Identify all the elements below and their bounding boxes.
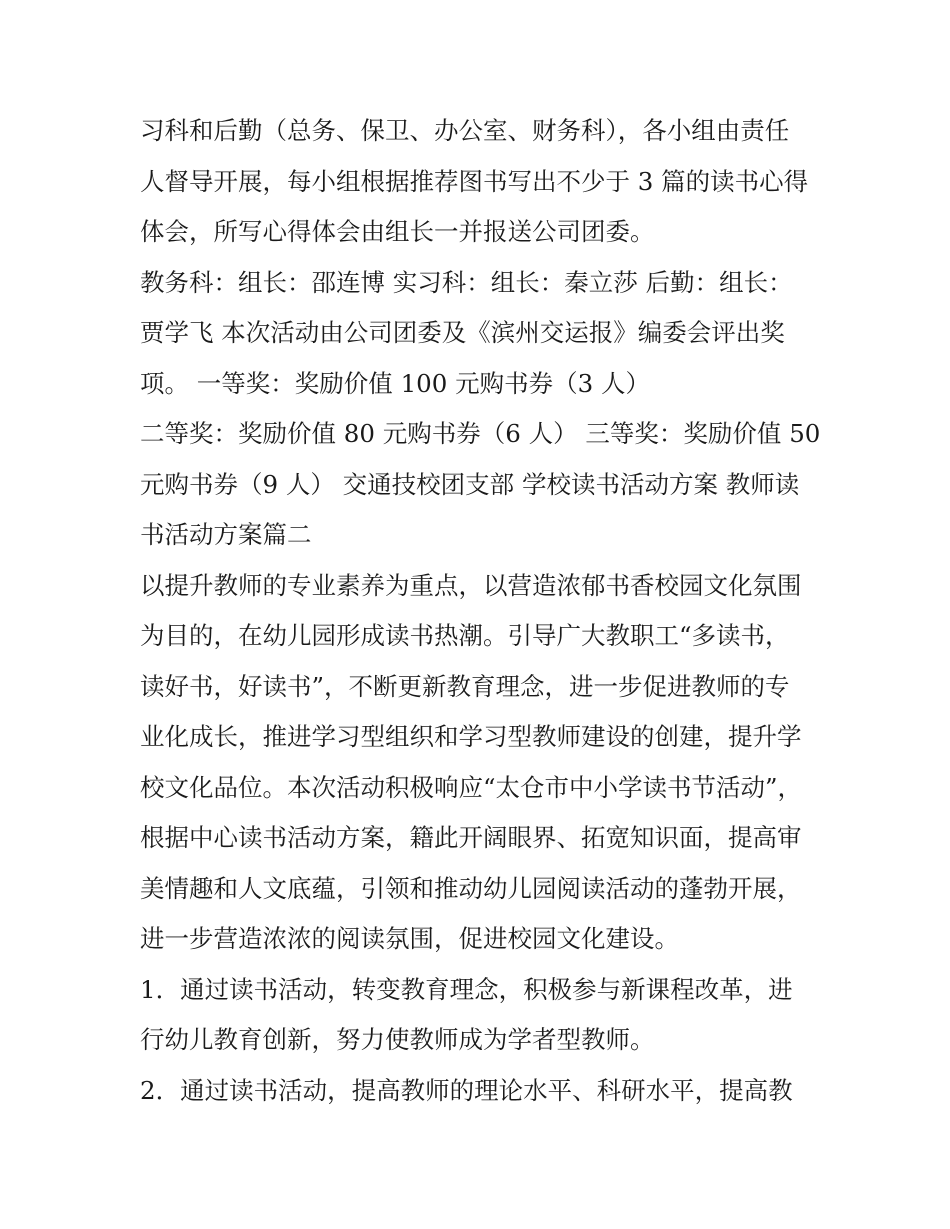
text-line: 1．通过读书活动，转变教育理念，积极参与新课程改革，进 [140, 974, 793, 1004]
text-line: 行幼儿教育创新，努力使教师成为学者型教师。 [140, 1025, 655, 1054]
text-line: 人督导开展，每小组根据推荐图书写出不少于 3 篇的读书心得 [140, 166, 809, 196]
text-line: 进一步营造浓浓的阅读氛围，促进校园文化建设。 [140, 924, 679, 953]
document-body [140, 106, 820, 1116]
text-line: 业化成长，推进学习型组织和学习型教师建设的创建，提升学 [140, 722, 802, 751]
text-line: 二等奖：奖励价值 80 元购书券（6 人） 三等奖：奖励价值 50 [140, 419, 821, 448]
text-line: 元购书券（9 人） 交通技校团支部 学校读书活动方案 教师读 [140, 469, 800, 499]
text-line: 体会，所写心得体会由组长一并报送公司团委。 [140, 217, 655, 246]
text-line: 教务科：组长：邵连博 实习科：组长：秦立莎 后勤：组长： [140, 267, 793, 297]
list-item-1 [140, 965, 820, 1066]
text-line: 2．通过读书活动，提高教师的理论水平、科研水平，提高教 [140, 1075, 793, 1105]
paragraph-awards [140, 409, 820, 561]
text-line: 习科和后勤（总务、保卫、办公室、财务科），各小组由责任 [140, 116, 790, 145]
text-line: 为目的，在幼儿园形成读书热潮。引导广大教职工“多读书， [140, 621, 790, 650]
paragraph-reading-groups [140, 106, 820, 258]
text-line: 贾学飞 本次活动由公司团委及《滨州交运报》编委会评出奖 [140, 318, 785, 347]
text-line: 项。 一等奖：奖励价值 100 元购书券（3 人） [140, 368, 651, 398]
section-heading-line: 书活动方案篇二 [140, 520, 312, 549]
paragraph-purpose [140, 561, 820, 965]
text-line: 美情趣和人文底蕴，引领和推动幼儿园阅读活动的蓬勃开展， [140, 873, 802, 903]
text-line: 根据中心读书活动方案，籍此开阔眼界、拓宽知识面，提高审 [140, 823, 802, 852]
paragraph-group-leaders [140, 258, 820, 410]
text-line: 读好书，好读书”，不断更新教育理念，进一步促进教师的专 [140, 671, 790, 701]
text-line: 校文化品位。本次活动积极响应“太仓市中小学读书节活动”， [140, 772, 803, 802]
text-line: 以提升教师的专业素养为重点，以营造浓郁书香校园文化氛围 [140, 570, 802, 600]
list-item-2 [140, 1066, 820, 1117]
